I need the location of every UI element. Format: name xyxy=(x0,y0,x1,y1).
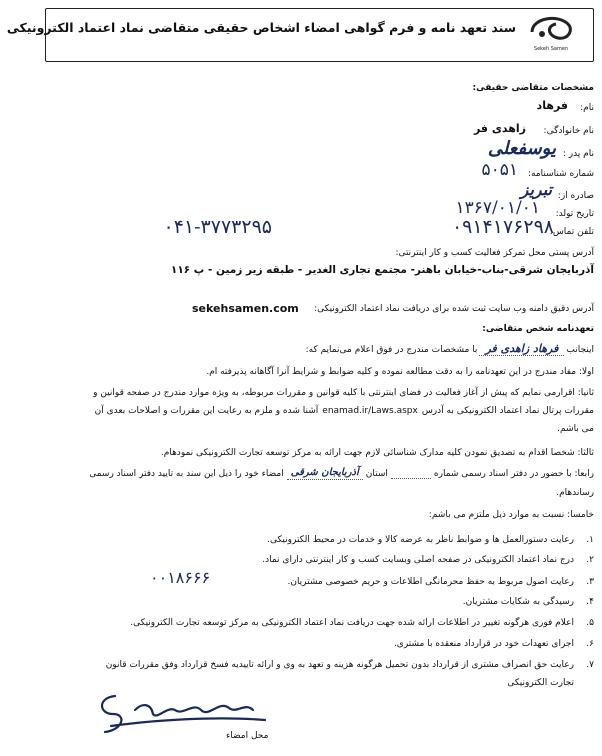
item-7-text: رعایت حق انصراف مشتری از قرارداد بدون تحمیل هرگونه هزینه و تعهد به وی و ارائه تاییدیه فسخ قرارداد وفق مقررات قانون xyxy=(105,660,574,670)
province-value: آذربایجان شرقی xyxy=(287,467,363,480)
website-label: آدرس دقیق دامنه وب سایت ثبت شده برای دریافت نماد اعتماد الکترونیکی: xyxy=(314,304,594,314)
birth-value: ۱۳۶۷/۰۱/۰۱ xyxy=(455,198,540,218)
address-value: آذربایجان شرقی-بناب-خیابان باهنر- مجتمع تجاری الغدیر - طبقه زیر زمین - پ ۱۱۶ xyxy=(170,264,594,276)
father-value: یوسفعلی xyxy=(487,138,556,159)
name-value: فرهاد xyxy=(536,99,568,112)
commitment-section-title: تعهدنامه شخص متقاضی: xyxy=(482,324,594,334)
logo-swirl xyxy=(532,18,570,38)
item-4-number: .۴ xyxy=(586,597,594,607)
item-7-line-2: تجارت الکترونیکی xyxy=(507,678,574,688)
intro-after: با مشخصات مندرج در فوق اعلام می‌نمایم که: xyxy=(305,344,478,355)
item-5-number: .۵ xyxy=(586,618,594,628)
id-value: ۵۰۵۱ xyxy=(481,160,518,180)
item-3-number: .۳ xyxy=(586,577,594,587)
paragraph-5: خامسا: نسبت به موارد ذیل ملتزم می باشم: xyxy=(428,510,594,520)
phone-label: تلفن تماس: xyxy=(549,227,594,237)
handwritten-number: ۰۰۱۸۶۶۶ xyxy=(150,568,211,587)
applicant-section-title: مشخصات متقاضی حقیقی: xyxy=(472,83,594,93)
office-number-blank xyxy=(391,468,431,479)
paragraph-4-line-1 xyxy=(89,467,594,480)
website-value[interactable]: sekehsamen.com xyxy=(192,302,299,315)
item-7-number: .۷ xyxy=(586,660,594,670)
name-label: نام: xyxy=(580,103,594,113)
signature-label: محل امضاء xyxy=(226,731,269,741)
family-value: زاهدی فر xyxy=(473,122,526,135)
intro-name: فرهاد زاهدی فر xyxy=(479,343,564,356)
intro-line xyxy=(306,343,594,356)
landline-value: ۰۴۱-۳۷۷۳۲۹۵ xyxy=(163,216,272,238)
p4-text-a: رابعا: با حضور در دفتر اسناد رسمی شماره xyxy=(433,468,594,479)
item-6-text: اجرای تعهدات خود در قرارداد منعقده با مشتری. xyxy=(393,639,574,649)
sekeh-samen-logo xyxy=(518,10,584,58)
family-label: نام خانوادگی: xyxy=(543,126,594,136)
father-label: نام پدر : xyxy=(562,149,594,159)
item-6-number: .۶ xyxy=(586,639,594,649)
issued-value: تبریز xyxy=(520,180,552,199)
p4-text-c: امضاء خود را ذیل این سند به تایید دفتر اسناد رسمی xyxy=(89,468,284,479)
p2-text-b: آشنا شده و ملزم به رعایت این مقررات و اصلاحات بعدی آن xyxy=(94,406,319,416)
item-1-number: .۱ xyxy=(586,535,594,545)
laws-link[interactable]: enamad.ir/Laws.aspx xyxy=(322,406,418,416)
paragraph-1: اولا: مفاد مندرج در این تعهدنامه را به دقت مطالعه نموده و کلیه ضوابط و شرایط آنرا آگاهانه پذیرفته ام. xyxy=(206,367,594,377)
p2-text-a: مقررات پرتال نماد اعتماد الکترونیکی به آدرس xyxy=(421,406,594,416)
id-label: شماره شناسنامه: xyxy=(527,169,594,179)
item-2-text: درج نماد اعتماد الکترونیکی در صفحه اصلی وبسایت کسب و کار اینترنتی دارای نماد. xyxy=(262,555,574,565)
paragraph-2-line-1: ثانیا: اقرارمی نمایم که پیش از آغاز فعالیت در فضای اینترنتی با کلیه قوانین و مقررات مربوطه، به ویژه موارد مندرج در صفحه قوانین و xyxy=(93,388,594,398)
logo-text: Sekeh Samen xyxy=(533,46,569,52)
item-5-text: اعلام فوری هرگونه تغییر در اطلاعات ارائه شده جهت دریافت نماد اعتماد الکترونیکی به مرکز توسعه تجارت الکترونیکی. xyxy=(130,618,574,628)
intro-before: اینجانب xyxy=(566,344,594,355)
paragraph-2-line-2 xyxy=(95,405,594,417)
signature-stroke xyxy=(102,696,265,732)
birth-label: تاریخ تولد: xyxy=(555,209,594,219)
item-3-text: رعایت اصول مربوط به حفظ محرمانگی اطلاعات و حریم خصوصی مشتریان. xyxy=(287,577,574,587)
address-label: آدرس پستی محل تمرکز فعالیت کسب و کار اینترنتی: xyxy=(395,248,594,258)
item-2-number: .۲ xyxy=(586,555,594,565)
item-4-text: رسیدگی به شکایات مشتریان. xyxy=(462,597,574,607)
issued-label: صادره از: xyxy=(557,191,594,201)
document-title: سند تعهد نامه و فرم گواهی امضاء اشخاص حقیقی متقاضی نماد اعتماد الکترونیکی xyxy=(6,20,516,35)
logo-dot xyxy=(539,31,545,37)
paragraph-4-line-2: رساندهام. xyxy=(556,488,594,498)
mobile-value: ۰۹۱۴۱۷۶۲۹۸ xyxy=(451,216,554,238)
item-1-text: رعایت دستورالعمل ها و ضوابط ناظر به عرضه کالا و خدمات در محیط الکترونیکی. xyxy=(267,535,574,545)
p4-text-b: استان xyxy=(365,468,388,479)
paragraph-3: ثالثا: شخصا اقدام به تصدیق نمودن کلیه مدارک شناسائی لازم جهت ارائه به مرکز توسعه تجارت الکترونیکی نمودهام. xyxy=(160,448,594,458)
header-box xyxy=(6,8,594,62)
paragraph-2-line-3: می باشم. xyxy=(557,424,594,434)
